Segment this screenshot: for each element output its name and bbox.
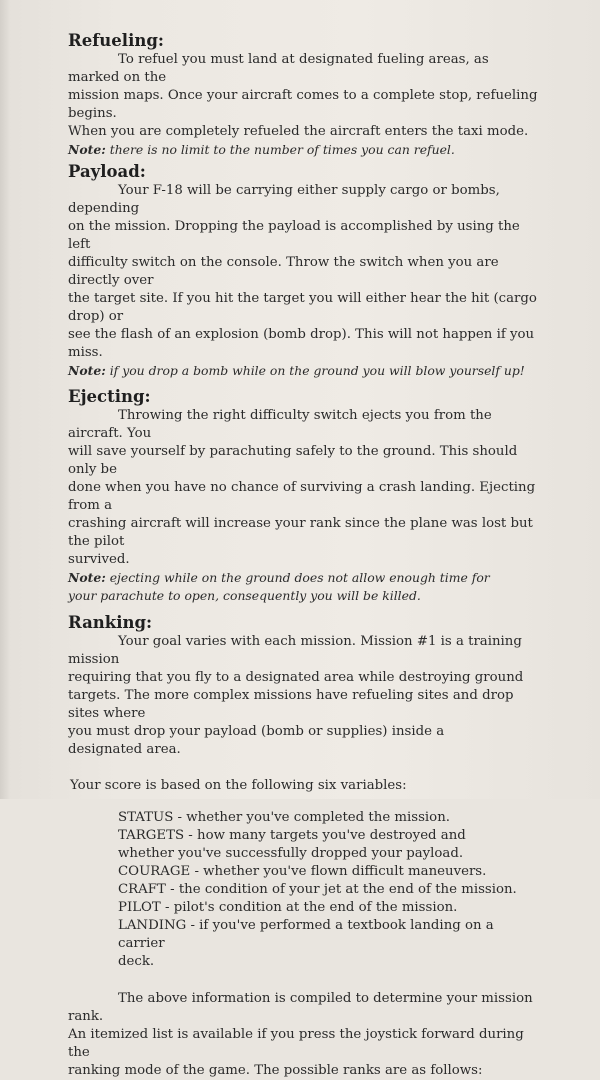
ejecting-line-1: Throwing the right difficulty switch ejects you from the aircraft. You bbox=[68, 408, 492, 441]
closing-line-1: The above information is compiled to determine your mission rank. bbox=[68, 991, 533, 1024]
refueling-line-2: mission maps. Once your aircraft comes to a complete stop, refueling begins. bbox=[68, 88, 538, 121]
ranking-line-3: targets. The more complex missions have refueling sites and drop sites where bbox=[68, 688, 514, 721]
section-ejecting bbox=[68, 386, 544, 605]
variable-craft: CRAFT - the condition of your jet at the end of the mission. bbox=[118, 882, 517, 897]
section-payload bbox=[68, 161, 544, 380]
page-fold-shadow bbox=[0, 0, 10, 799]
heading-ejecting: Ejecting: bbox=[68, 387, 151, 406]
heading-ranking: Ranking: bbox=[68, 613, 153, 632]
refueling-line-1: To refuel you must land at designated fueling areas, as marked on the bbox=[68, 52, 489, 85]
variable-landing-cont: deck. bbox=[118, 954, 155, 969]
closing-line-2: An itemized list is available if you press the joystick forward during the bbox=[68, 1027, 524, 1060]
ejecting-line-4: crashing aircraft will increase your rank since the plane was lost but the pilot bbox=[68, 516, 533, 549]
refueling-line-3: When you are completely refueled the aircraft enters the taxi mode. bbox=[68, 124, 529, 139]
payload-line-3: difficulty switch on the console. Throw the switch when you are directly over bbox=[68, 255, 499, 288]
variable-pilot: PILOT - pilot's condition at the end of the mission. bbox=[118, 900, 458, 915]
note-text: there is no limit to the number of times you can refuel. bbox=[105, 142, 455, 157]
section-ranking bbox=[68, 612, 544, 1080]
variable-courage: COURAGE - whether you've flown difficult maneuvers. bbox=[118, 864, 487, 879]
ejecting-line-5: survived. bbox=[68, 552, 130, 567]
closing-line-3: ranking mode of the game. The possible ranks are as follows: bbox=[68, 1063, 483, 1078]
ranking-closing bbox=[68, 990, 544, 1080]
ranking-line-2: requiring that you fly to a designated area while destroying ground bbox=[68, 670, 524, 685]
score-intro: Your score is based on the following six variables: bbox=[70, 778, 407, 793]
heading-refueling: Refueling: bbox=[68, 31, 164, 50]
payload-note bbox=[68, 362, 544, 380]
ejecting-line-2: will save yourself by parachuting safely to the ground. This should only be bbox=[68, 444, 518, 477]
variable-status: STATUS - whether you've completed the mission. bbox=[118, 810, 450, 825]
ejecting-line-3: done when you have no chance of surviving a crash landing. Ejecting from a bbox=[68, 480, 536, 513]
variable-targets: TARGETS - how many targets you've destroyed and bbox=[118, 828, 466, 843]
ranking-line-5: designated area. bbox=[68, 742, 181, 757]
section-refueling bbox=[68, 30, 544, 159]
note-text: ejecting while on the ground does not allow enough time for bbox=[105, 570, 490, 585]
ranking-line-1: Your goal varies with each mission. Mission #1 is a training mission bbox=[68, 634, 522, 667]
payload-line-4: the target site. If you hit the target you will either hear the hit (cargo drop) or bbox=[68, 291, 537, 324]
note-label: Note: bbox=[68, 363, 106, 378]
refueling-note bbox=[68, 141, 544, 159]
payload-line-2: on the mission. Dropping the payload is accomplished by using the left bbox=[68, 219, 520, 252]
score-variables-list bbox=[118, 809, 536, 971]
note-label: Note: bbox=[68, 570, 106, 585]
ejecting-note-line-1 bbox=[68, 569, 544, 587]
note-text: if you drop a bomb while on the ground you will blow yourself up! bbox=[105, 363, 525, 378]
heading-payload: Payload: bbox=[68, 162, 146, 181]
payload-line-1: Your F-18 will be carrying either supply cargo or bombs, depending bbox=[68, 183, 500, 216]
payload-line-5: see the flash of an explosion (bomb drop). This will not happen if you miss. bbox=[68, 327, 535, 360]
note-label: Note: bbox=[68, 142, 106, 157]
ranking-line-4: you must drop your payload (bomb or supplies) inside a bbox=[68, 724, 445, 739]
variable-landing: LANDING - if you've performed a textbook landing on a carrier bbox=[118, 918, 494, 951]
ejecting-note-line-2: your parachute to open, consequently you will be killed. bbox=[68, 588, 421, 603]
variable-targets-cont: whether you've successfully dropped your payload. bbox=[118, 846, 464, 861]
